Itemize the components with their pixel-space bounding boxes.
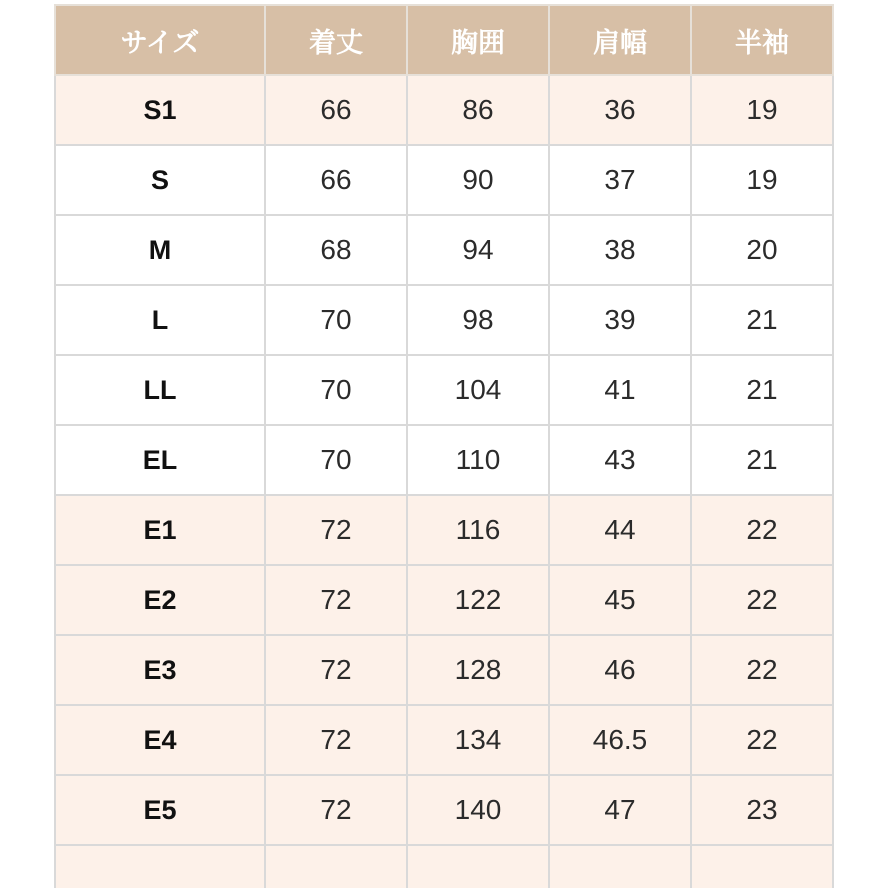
- table-row: [55, 845, 833, 888]
- chest-cell: 94: [407, 215, 549, 285]
- chest-cell: 140: [407, 775, 549, 845]
- chest-cell: 122: [407, 565, 549, 635]
- header-sleeve: 半袖: [691, 5, 833, 75]
- size-cell: E3: [55, 635, 265, 705]
- sleeve-cell: 19: [691, 75, 833, 145]
- size-cell: E2: [55, 565, 265, 635]
- sleeve-cell: 20: [691, 215, 833, 285]
- length-cell: 70: [265, 285, 407, 355]
- length-cell: 72: [265, 635, 407, 705]
- header-size: サイズ: [55, 5, 265, 75]
- size-cell: L: [55, 285, 265, 355]
- size-cell: M: [55, 215, 265, 285]
- chest-cell: 104: [407, 355, 549, 425]
- chest-cell: 90: [407, 145, 549, 215]
- size-cell: [55, 845, 265, 888]
- shoulder-cell: 41: [549, 355, 691, 425]
- length-cell: 70: [265, 425, 407, 495]
- size-cell: LL: [55, 355, 265, 425]
- shoulder-cell: 38: [549, 215, 691, 285]
- chest-cell: 86: [407, 75, 549, 145]
- length-cell: 72: [265, 495, 407, 565]
- shoulder-cell: 37: [549, 145, 691, 215]
- header-shoulder: 肩幅: [549, 5, 691, 75]
- table-row: [55, 285, 833, 355]
- length-cell: 68: [265, 215, 407, 285]
- table-row: [55, 565, 833, 635]
- sleeve-cell: 23: [691, 775, 833, 845]
- sleeve-cell: 22: [691, 565, 833, 635]
- chest-cell: 116: [407, 495, 549, 565]
- shoulder-cell: 46.5: [549, 705, 691, 775]
- size-chart-table: [54, 4, 834, 888]
- length-cell: [265, 845, 407, 888]
- sleeve-cell: 21: [691, 285, 833, 355]
- size-cell: S: [55, 145, 265, 215]
- header-row: [55, 5, 833, 75]
- shoulder-cell: 36: [549, 75, 691, 145]
- shoulder-cell: 43: [549, 425, 691, 495]
- table-row: [55, 775, 833, 845]
- shoulder-cell: 46: [549, 635, 691, 705]
- size-cell: E4: [55, 705, 265, 775]
- chest-cell: 110: [407, 425, 549, 495]
- length-cell: 72: [265, 705, 407, 775]
- length-cell: 72: [265, 565, 407, 635]
- header-length: 着丈: [265, 5, 407, 75]
- chest-cell: [407, 845, 549, 888]
- sleeve-cell: 22: [691, 705, 833, 775]
- sleeve-cell: 21: [691, 425, 833, 495]
- table-body: [55, 75, 833, 888]
- shoulder-cell: 45: [549, 565, 691, 635]
- length-cell: 66: [265, 145, 407, 215]
- sleeve-cell: 22: [691, 635, 833, 705]
- table-row: [55, 75, 833, 145]
- sleeve-cell: 19: [691, 145, 833, 215]
- sleeve-cell: 21: [691, 355, 833, 425]
- shoulder-cell: 47: [549, 775, 691, 845]
- table-row: [55, 355, 833, 425]
- header-chest: 胸囲: [407, 5, 549, 75]
- size-cell: EL: [55, 425, 265, 495]
- chest-cell: 134: [407, 705, 549, 775]
- table-row: [55, 215, 833, 285]
- chest-cell: 128: [407, 635, 549, 705]
- length-cell: 66: [265, 75, 407, 145]
- sleeve-cell: [691, 845, 833, 888]
- table-row: [55, 635, 833, 705]
- shoulder-cell: 39: [549, 285, 691, 355]
- length-cell: 70: [265, 355, 407, 425]
- size-cell: E1: [55, 495, 265, 565]
- size-cell: S1: [55, 75, 265, 145]
- size-cell: E5: [55, 775, 265, 845]
- table-row: [55, 495, 833, 565]
- shoulder-cell: [549, 845, 691, 888]
- length-cell: 72: [265, 775, 407, 845]
- chest-cell: 98: [407, 285, 549, 355]
- table-row: [55, 705, 833, 775]
- table-row: [55, 425, 833, 495]
- shoulder-cell: 44: [549, 495, 691, 565]
- sleeve-cell: 22: [691, 495, 833, 565]
- table-row: [55, 145, 833, 215]
